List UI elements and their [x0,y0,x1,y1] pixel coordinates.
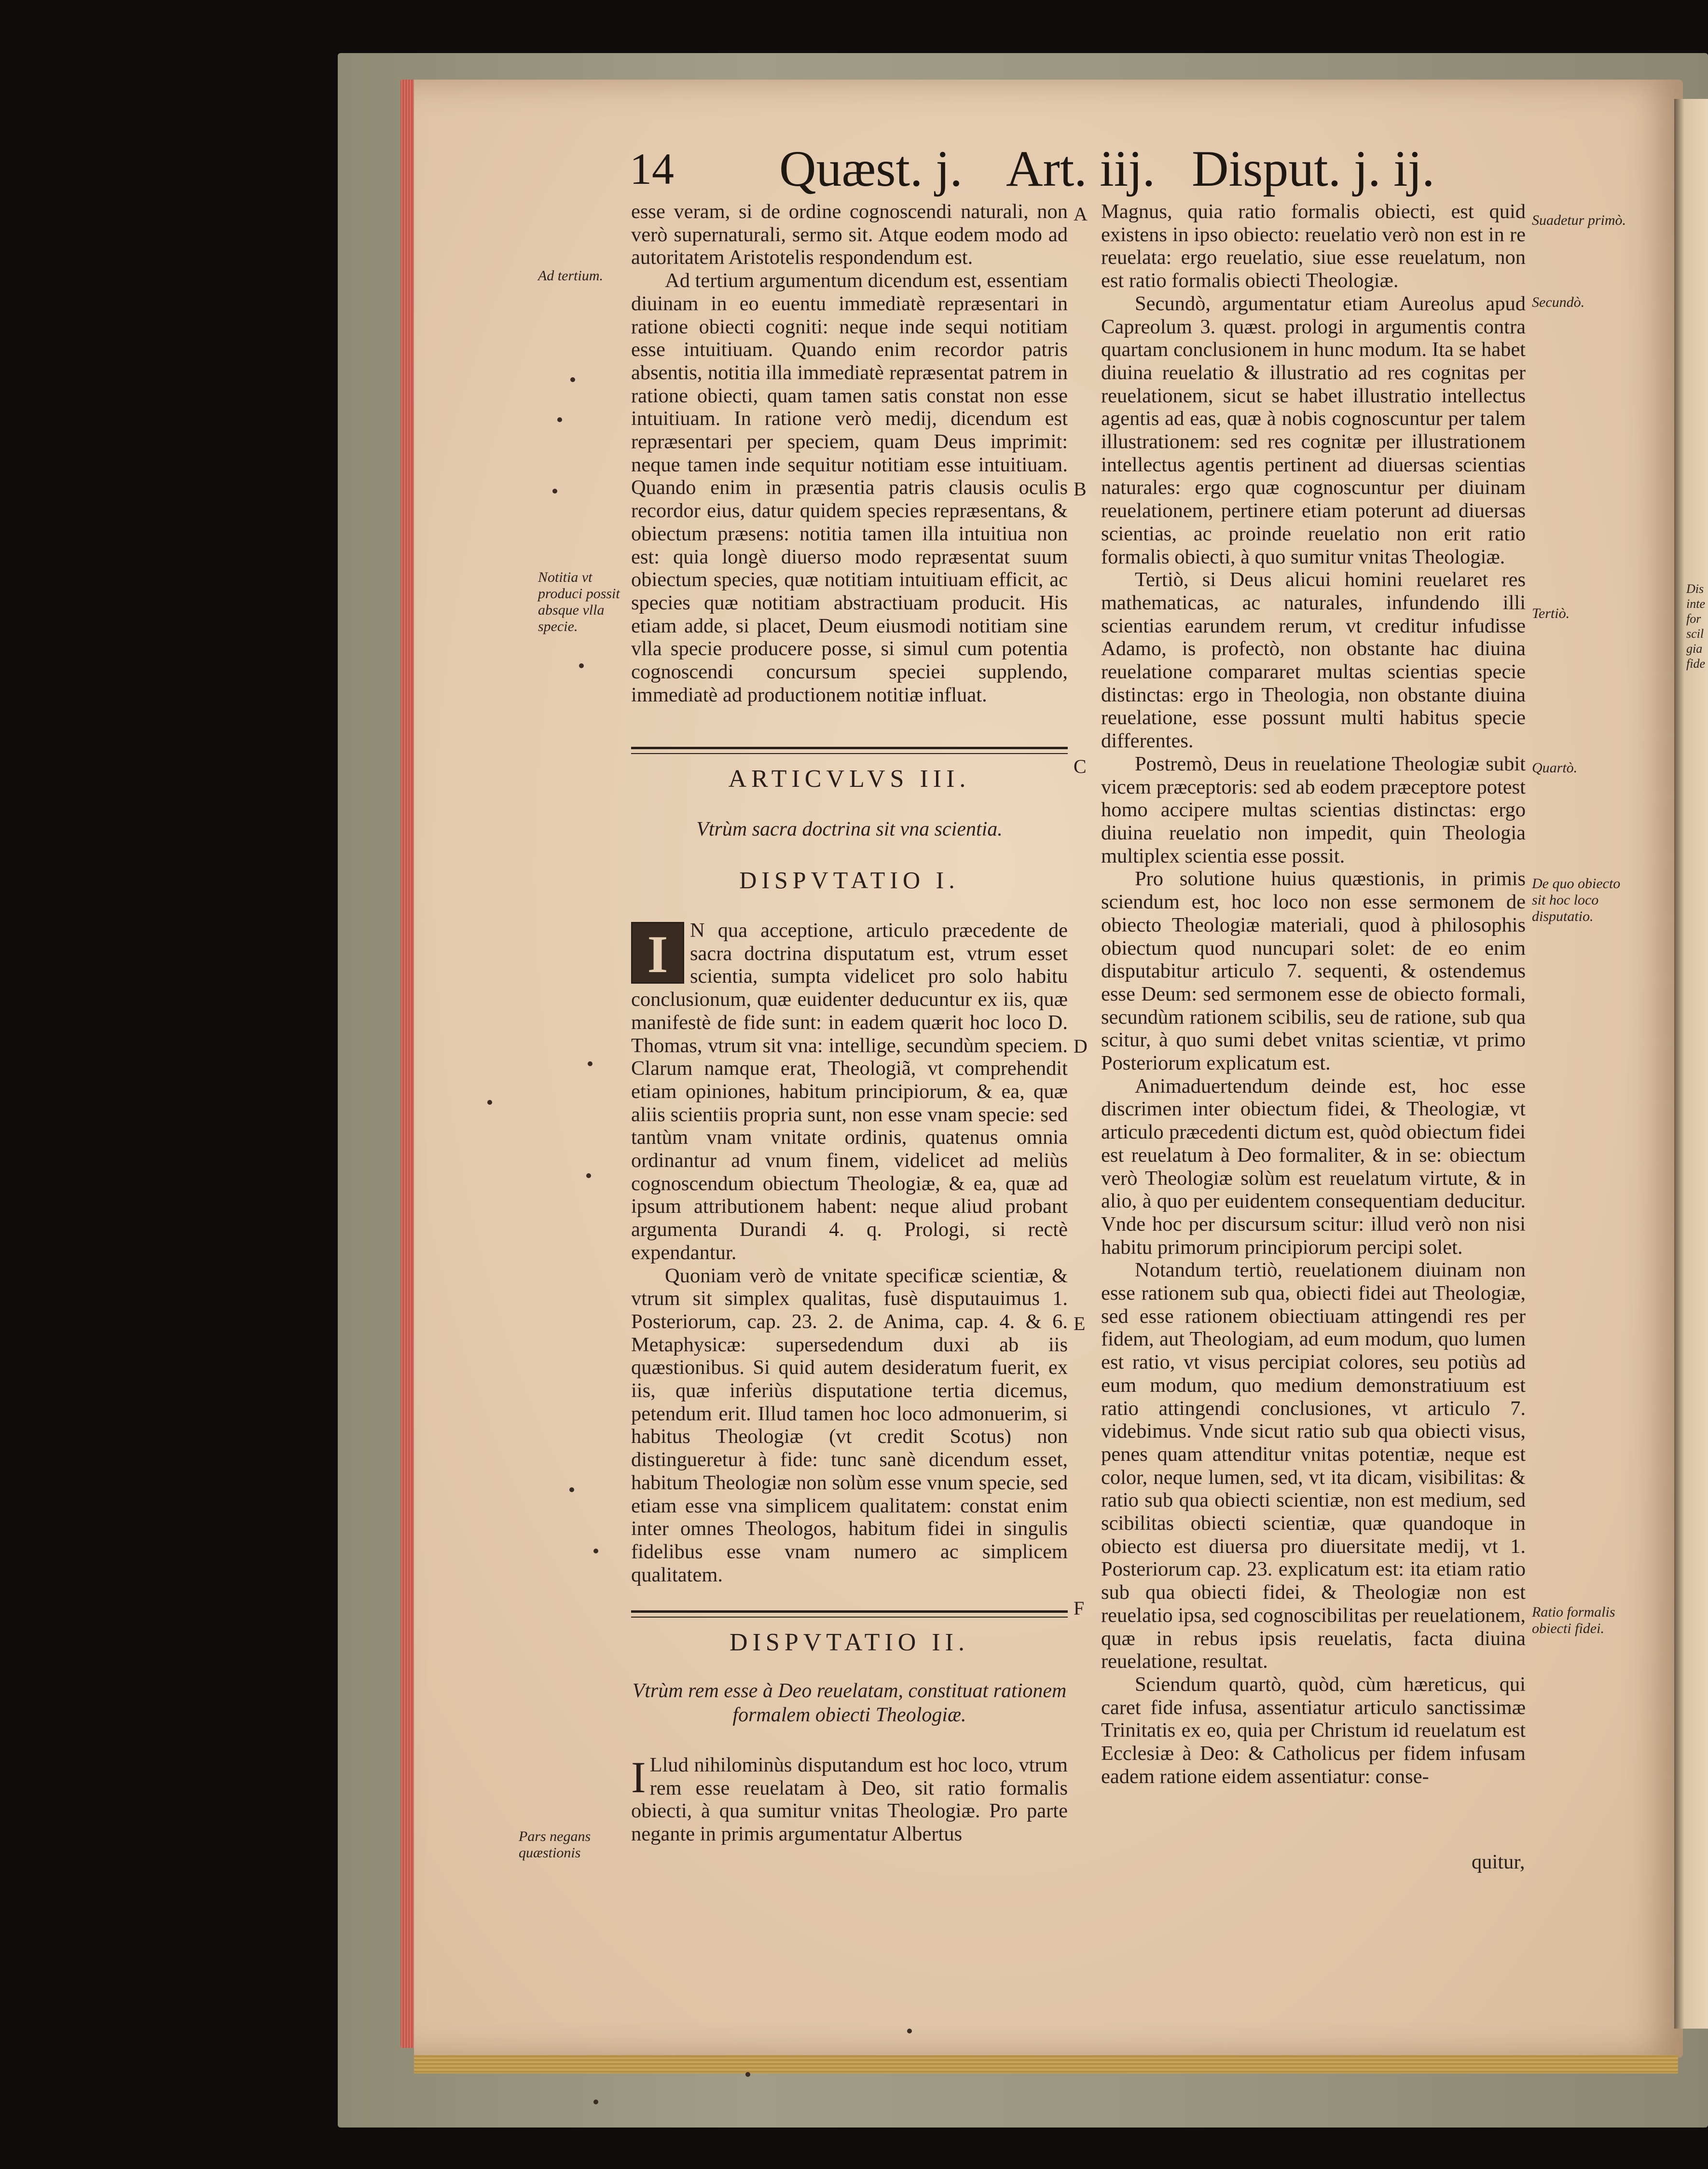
initial-letter: I [631,1753,646,1802]
article-question: Vtrùm sacra doctrina sit vna scientia. [696,818,1003,840]
disputatio-1-text [631,919,1068,1586]
margin-note-pars-negans: Pars negans quæstionis [519,1828,591,1861]
paragraph: Tertiò, si Deus alicui homini reuelaret res mathematicas, ac naturales, infundendo illi scientias earundem rerum, vt creditur infudisse Adamo, is profectò, non obstante hac diuina reuelatione compararet multas scientias specie distinctas: ergo in Theologia, non obstante diuina reuelatione, esse possunt multi habitus specie differentes. [1101,568,1526,753]
section-letter-f: F [1074,1597,1085,1619]
section-rule [631,747,1068,754]
margin-note-suadetur: Suadetur primò. [1532,212,1626,228]
margin-note-de-quo: De quo obiecto sit hoc loco disputatio. [1532,876,1621,924]
section-rule [631,1610,1068,1618]
section-letter-e: E [1074,1313,1086,1334]
paragraph: Magnus, quia ratio formalis obiecti, est quid existens in ipso obiecto: reuelatio verò non est in re reuelata: ergo reuelatio, siue esse reuelatum, non est ratio formalis obiecti Theologiæ. [1101,200,1526,292]
catchword: quitur, [1472,1851,1525,1873]
disputatio-2-heading: DISPVTATIO II. [730,1629,969,1656]
section-letter-c: C [1074,755,1087,777]
left-column-top [631,200,1068,706]
paragraph: Ad tertium argumentum dicendum est, essentiam diuinam in eo euentu immediatè repræsentari in ratione obiecti cogniti: neque inde sequi notitiam esse intuitiuam. Quando enim recordor patris absentis, notitia illa immediatè repræsentat patrem in ratione obiecti, quam tamen satis constat non esse intuitiuam. In ratione verò medij, dicendum est repræsentari per speciem, quam Deus imprimit: neque tamen inde sequitur notitiam esse intuitiuam. Quando enim in præsentia patris clausis oculis recordor eius, datur quidem species repræsentans, & obiectum præsens: notitia tamen illa intuitiua non est: quia longè diuerso modo repræsentat suum obiectum species, quæ notitiam intuitiuam efficit, ac species quæ notitiam abstractiuam producit. His etiam adde, si placet, Deum eiusmodi notitiam sine vlla specie producere posse, si simul cum potentia cognoscendi concursum speciei supplendo, immediatè ad productionem notitiæ influat. [631,269,1068,706]
wormhole [586,1173,591,1178]
article-heading: ARTICVLVS III. [728,765,971,793]
wormhole [487,1100,492,1105]
running-head-art: Art. iij. [1006,140,1156,197]
margin-note-ratio: Ratio formalis obiecti fidei. [1532,1604,1615,1636]
paragraph: Pro solutione huius quæstionis, in primis sciendum est, hoc loco non esse sermonem de obiecto Theologiæ materiali, quod à philosophis obiectum quod nuncupari solet: de eo enim disputabitur articulo 7. sequenti, & ostendemus esse Deum: sed sermonem esse de obiecto formali, secundùm rationem scibilis, seu de ratione, sub qua scitur, à quo sumi debet vnitas scientiæ, vt primo Posteriorum explicatum est. [1101,867,1526,1075]
page-number: 14 [630,144,674,193]
wormhole [588,1061,592,1066]
page-fore-edge [400,80,414,2048]
margin-note-secundo: Secundò. [1532,294,1585,310]
disputatio-1-heading: DISPVTATIO I. [739,866,960,893]
wormhole [593,1549,598,1553]
drop-cap: I [631,922,684,984]
margin-note-notitia: Notitia vt produci possit absque vlla specie. [538,569,620,634]
wormhole [552,489,557,494]
paragraph: Sciendum quartò, quòd, cùm hæreticus, qui caret fide infusa, assentiatur articulo sanctissimæ Trinitatis ex eo, quia per Christum id reuelatum est Ecclesiæ à Deo: & Catholicus per fidem infusam eadem ratione eidem assentiatur: conse- [1101,1673,1526,1788]
running-head-disput: Disput. j. ij. [1192,140,1435,197]
wormhole [745,2072,750,2077]
paragraph [631,919,1068,1264]
margin-note-quarto: Quartò. [1532,760,1578,776]
paragraph: Animaduertendum deinde est, hoc esse discrimen inter obiectum fidei, & Theologiæ, vt articulo præcedenti dictum est, quòd obiectum fidei est reuelatum à Deo formaliter, & in se: obiectum verò Theologiæ solùm est reuelatum virtute, & in alio, à quo per euidentem consequentiam deducitur. Vnde hoc per discursum scitur: illud verò non nisi habitu primorum principiorum percipi solet. [1101,1074,1526,1259]
paragraph: esse veram, si de ordine cognoscendi naturali, non verò supernaturali, sermo sit. Atque eodem modo ad autoritatem Aristotelis respondendum est. [631,200,1068,269]
wormhole [557,417,562,422]
right-column [1101,200,1526,1788]
disputatio-2-question: Vtrùm rem esse à Deo reuelatam, constituat rationem formalem obiecti Theologiæ. [632,1680,1067,1726]
margin-note-ad-tertium: Ad tertium. [538,268,603,284]
next-page-edge [1674,99,1708,2029]
paragraph-text: Llud nihilominùs disputandum est hoc loco, vtrum rem esse reuelatam à Deo, sit ratio formalis obiecti, à qua sumitur vnitas Theologiæ. Pro parte negante in primis argumentatur Albertus [631,1754,1068,1846]
wormhole [569,1487,574,1492]
wormhole [593,2100,598,2104]
page-bottom-edge [414,2055,1678,2073]
paragraph: Secundò, argumentatur etiam Aureolus apud Capreolum 3. quæst. prologi in argumentis contra quartam conclusionem in hunc modum. Ita se habet diuina reuelatio & illustratio ad res cognitas per reuelationem, sicut se habet illustratio intellectus agentis ad eas, quæ à nobis cognoscuntur per talem illustrationem: sed res cognitæ per illustrationem intellectus agentis pertinent ad diuersas scientias naturales: ergo quæ cognoscuntur per diuinam reuelationem, pertinere etiam poterunt ad diuersas scientias, ac proinde reuelatio non erit ratio formalis obiecti, à quo sumitur vnitas Theologiæ. [1101,292,1526,568]
running-head-quaest: Quæst. j. [779,140,963,197]
wormhole [907,2029,912,2033]
wormhole [579,663,584,668]
next-page-marginalia: Dis [1686,582,1704,596]
next-page-marginalia: for [1686,612,1701,626]
section-letter-d: D [1074,1035,1088,1057]
next-page-marginalia: fide [1686,657,1705,671]
paragraph [631,1754,1068,1846]
section-letter-a: A [1074,203,1088,225]
disputatio-2-text [631,1754,1068,1846]
margin-note-tertio: Tertiò. [1532,605,1570,621]
next-page-marginalia: gia [1686,642,1703,656]
next-page-marginalia: scil [1686,627,1704,641]
paragraph: Postremò, Deus in reuelatione Theologiæ subit vicem præceptoris: sed ab eodem præceptore potest homo accipere multas scientias distinctas: ergo diuina reuelatio non impedit, quin Theologia multiplex scientia esse possit. [1101,752,1526,867]
paragraph: Notandum tertiò, reuelationem diuinam non esse rationem sub qua, obiecti fidei aut Theologiæ, sed esse rationem obiectiuam attingendi res per fidem, aut Theologiam, ad eum modum, quo lumen est ratio, vt visus percipiat colores, seu potiùs ad eum modum, quo medium demonstratiuum est ratio attingendi conclusiones, vt articulo 7. videbimus. Vnde sicut ratio sub qua obiecti visus, penes quam attenditur vnitas potentiæ, neque est color, neque lumen, sed, vt ita dicam, visibilitas: & ratio sub qua obiecti scientiæ, non est medium, sed scibilitas obiecti scientiæ, quæ quandoque in obiecto est diuersa pro diuersitate medij, vt 1. Posteriorum cap. 23. explicatum est: ita etiam ratio sub qua obiecti fidei, & Theologiæ non est reuelatio ipsa, sed cognoscibilitas per reuelationem, quæ in rebus ipsis reuelatis, facta diuina reuelatione, resultat. [1101,1259,1526,1673]
section-letter-b: B [1074,478,1087,500]
wormhole [570,377,575,382]
next-page-marginalia: inte [1686,597,1705,611]
paragraph-text: N qua acceptione, articulo præcedente de sacra doctrina disputatum est, vtrum esset scientia, sumpta videlicet pro solo habitu conclusionum, quæ euidenter deducuntur ex iis, quæ manifestè de fide sunt: in eadem quærit hoc loco D. Thomas, vtrum sit vna: intellige, secundùm speciem. Clarum namque erat, Theologiã, vt comprehendit etiam opiniones, habitum principiorum, & ea, quæ aliis scientiis propria sunt, non esse vnam specie: sed tantùm vnam vnitate ordinis, quatenus omnia ordinantur ad vnum finem, videlicet ad meliùs cognoscendum obiectum Theologiæ, & ea, quæ ad ipsum attributionem habent: neque aliud probant argumenta Durandi 4. q. Prologi, si rectè expendantur. [631,919,1068,1264]
paragraph: Quoniam verò de vnitate specificæ scientiæ, & vtrum sit simplex qualitas, fusè disputauimus 1. Posteriorum, cap. 23. 2. de Anima, cap. 4. & 6. Metaphysicæ: supersedendum duxi ab iis quæstionibus. Si quid autem desideratum fuerit, ex iis, quæ inferiùs disputatione tertia dicemus, petendum erit. Illud tamen hoc loco admonuerim, si habitus Theologiæ (vt credit Scotus) non distingueretur à fide: tunc sanè dicendum esset, habitum Theologiæ non solùm esse vnum specie, sed etiam esse vna simplicem qualitatem: constat enim inter omnes Theologos, habitum fidei in singulis fidelibus esse vnam numero ac simplicem qualitatem. [631,1264,1068,1586]
